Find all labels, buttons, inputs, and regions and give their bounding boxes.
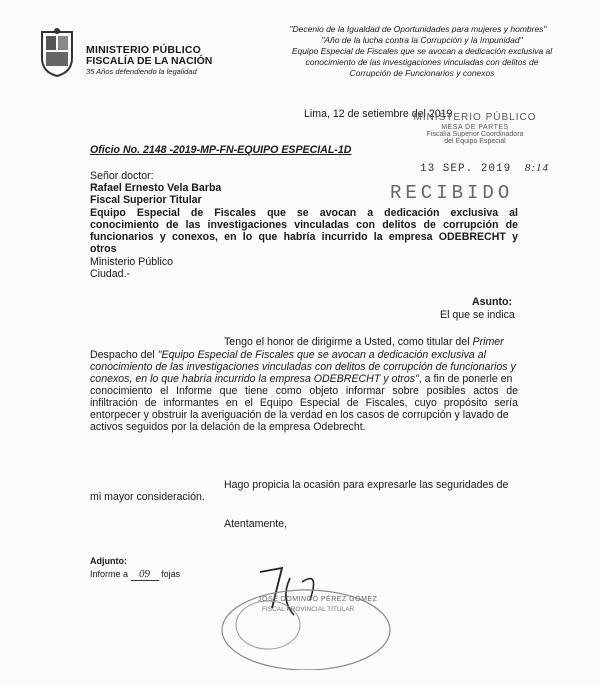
received-stamp: RECIBIDO: [390, 182, 514, 204]
closing-line-2: mi mayor consideración.: [90, 491, 205, 503]
signer-stamp-title: FISCAL PROVINCIAL TITULAR: [262, 606, 355, 613]
body-line-5: conocimiento el Informe que tiene como objeto informar sobre posibles actos de: [90, 385, 518, 397]
body-line-7: entorpecer y obstruir la averiguación de la verdad en los casos de corrupción y lavado de: [90, 409, 509, 421]
signer-seal: [218, 580, 393, 670]
attachment-suffix: fojas: [161, 569, 181, 579]
body-line-1-italic: Primer: [472, 336, 504, 348]
org-tagline: 35 Años defendiendo la legalidad: [86, 67, 197, 76]
recipient-title: Fiscal Superior Titular: [90, 194, 202, 206]
recipient-team-4: otros: [90, 243, 117, 255]
body-line-1-text: Tengo el honor de dirigirme a Usted, como titular del: [224, 336, 470, 348]
body-line-6: infiltración de informantes en el Equipo Especial de Fiscales, cuyo propósito sería: [90, 397, 518, 409]
body-line-4-italic: conexos, en lo que habría incurrido la empresa ODEBRECHT y otros": [90, 373, 419, 385]
oficio-number: Oficio No. 2148 -2019-MP-FN-EQUIPO ESPECIAL-1D: [90, 144, 352, 156]
attachment-prefix: Informe a: [90, 569, 129, 579]
closing-line-1: Hago propicia la ocasión para expresarle las seguridades de: [224, 479, 509, 491]
body-line-8: activos seguidos por la delación de la empresa Odebrecht.: [90, 421, 366, 433]
body-line-4: [90, 373, 512, 385]
body-line-1: [224, 336, 504, 348]
stamp-subtitle: MESA DE PARTES: [441, 124, 509, 131]
recipient-team-1: Equipo Especial de Fiscales que se avocan a dedicación exclusiva al: [90, 207, 518, 219]
body-line-3: conocimiento de las investigaciones vinculadas con delitos de corrupción de funcionarios y: [90, 361, 516, 373]
stamp-time: 8:14: [524, 162, 549, 174]
recipient-team-2: conocimiento de las investigaciones vinculadas con delitos de corrupción de: [90, 219, 518, 231]
attachment-count: 09: [131, 568, 159, 581]
stamp-title: MINISTERIO PÚBLICO: [413, 112, 537, 123]
signer-stamp-name: JOSÉ DOMINGO PÉREZ GÓMEZ: [258, 596, 378, 603]
header-motto-5: Corrupción de Funcionarios y conexos: [349, 68, 495, 78]
attachment-line: [90, 568, 180, 581]
recipient-name: Rafael Ernesto Vela Barba: [90, 182, 222, 194]
stamp-date: [420, 162, 549, 175]
stamp-office-2: del Equipo Especial: [444, 138, 506, 145]
salutation: Señor doctor:: [90, 170, 154, 182]
body-line-4-text: , a fin de ponerle en: [418, 373, 513, 385]
org-name: MINISTERIO PÚBLICO: [86, 44, 202, 56]
recipient-institution: Ministerio Público: [90, 256, 174, 268]
subject-value: El que se indica: [440, 309, 515, 321]
stamp-date-value: 13 SEP. 2019: [420, 163, 512, 175]
header-motto-2: "Año de la lucha contra la Corrupción y la Impunidad": [321, 35, 523, 45]
org-subname: FISCALÍA DE LA NACIÓN: [86, 55, 213, 67]
recipient-city: Ciudad.-: [90, 268, 131, 280]
header-motto-3: Equipo Especial de Fiscales que se avocan a dedicación exclusiva al: [291, 46, 553, 56]
header-motto-1: "Decenio de la Igualdad de Oportunidades para mujeres y hombres": [289, 24, 547, 34]
header-motto-4: conocimiento de las investigaciones vinculadas con delitos de: [305, 57, 539, 67]
body-line-2-text: Despacho del: [90, 349, 155, 361]
body-line-2-italic: "Equipo Especial de Fiscales que se avocan a dedicación exclusiva al: [157, 349, 486, 361]
attachment-label: Adjunto:: [90, 556, 127, 566]
coat-of-arms-logo: [38, 28, 76, 78]
body-line-2: [90, 349, 486, 361]
closing-salutation: Atentamente,: [224, 518, 288, 530]
recipient-team-3: funcionarios y conexos, en lo que habría incurrido la empresa ODEBRECHT y: [90, 231, 518, 243]
subject-label: Asunto:: [472, 296, 513, 308]
stamp-office: Fiscalía Superior Coordinadora: [426, 131, 524, 138]
date-line: Lima, 12 de setiembre del 2019: [304, 108, 453, 120]
reception-stamp: [390, 112, 560, 145]
